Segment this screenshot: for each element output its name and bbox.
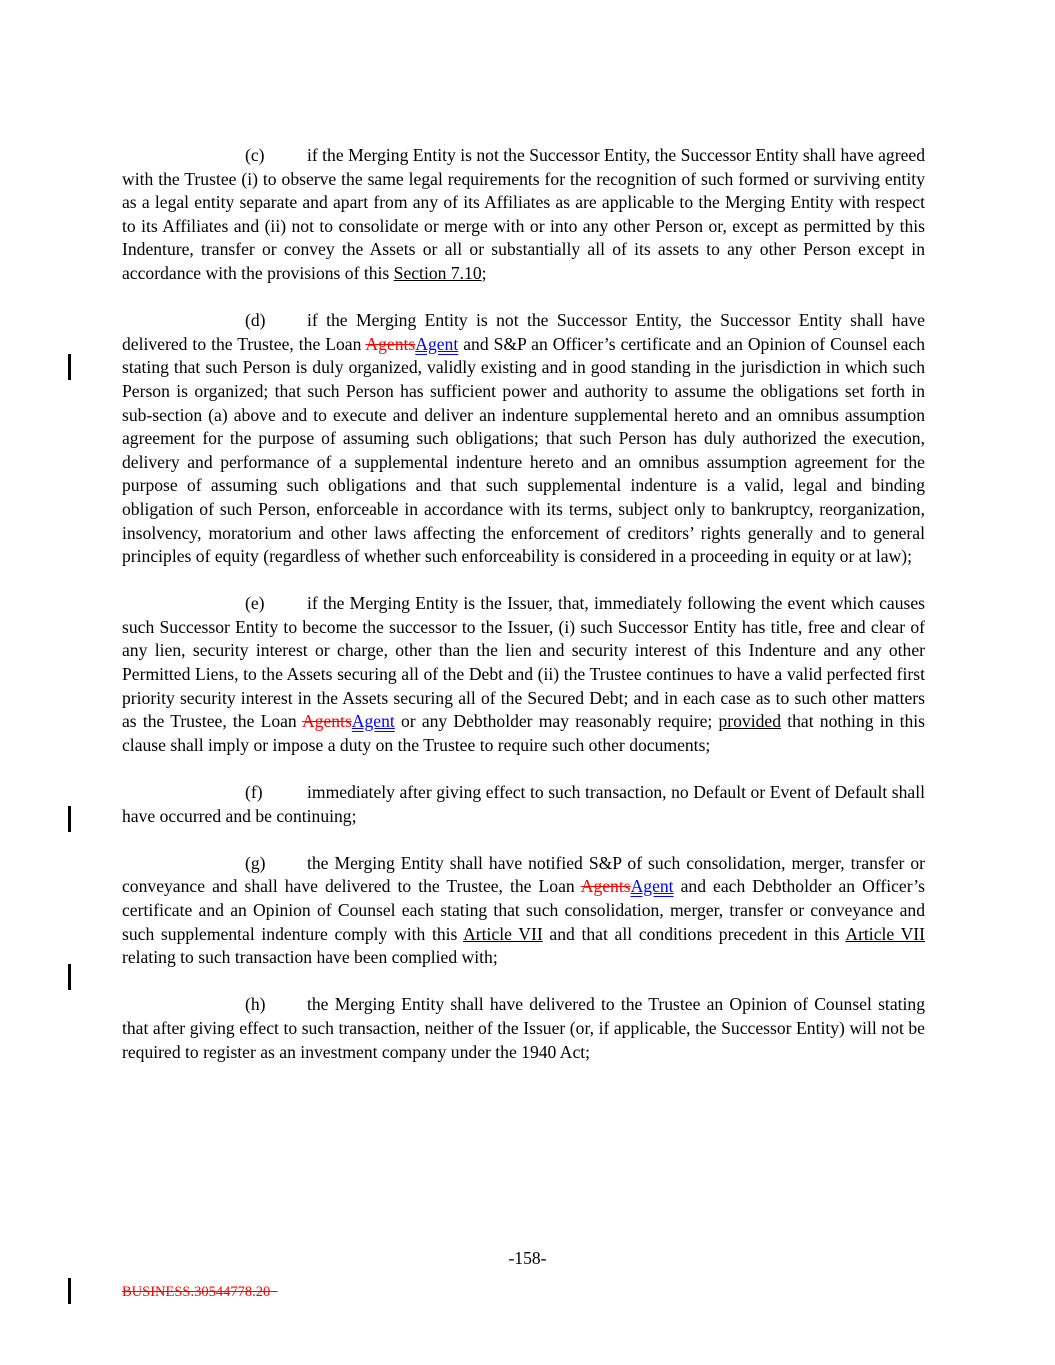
text-run: and each Debtholder an Officer’s certificate and an Opinion of Counsel each stating that such consolidation, merger, transfer or conveyance and such supplemental indenture comply with this	[122, 876, 925, 944]
paragraph-label-text: (g)	[245, 852, 266, 873]
page-number: -158-	[508, 1248, 547, 1268]
text-run: and S&P an Officer’s certificate and an Opinion of Counsel each stating that such Person is duly organized, validly existing and in good standing in the jurisdiction in which such Person is organized; that such Person has sufficient power and authority to assume the obligations set forth in sub-section (a) above and to execute and deliver an indenture supplemental hereto and an omnibus assumption agreement for the purpose of assuming such obligations; that such Person has duly authorized the execution, delivery and performance of a supplemental indenture hereto and an omnibus assumption agreement for the purpose of assuming such obligations and that such supplemental indenture is a valid, legal and binding obligation of such Person, enforceable in accordance with its terms, subject only to bankruptcy, reorganization, insolvency, moratorium and other laws affecting the enforcement of creditors’ rights generally and to general principles of equity (regardless of whether such enforceability is considered in a proceeding in equity or at law);	[122, 333, 925, 567]
paragraph-label	[245, 144, 307, 168]
paragraph-f	[122, 781, 925, 828]
article-reference: Article VII	[845, 923, 925, 944]
text-run: immediately after giving effect to such transaction, no Default or Event of Default shall have occurred and be continuing;	[122, 782, 925, 826]
section-reference: Section 7.10	[393, 262, 482, 283]
paragraph-label-text: (h)	[245, 994, 266, 1015]
paragraph-label	[245, 592, 307, 616]
text-run: if the Merging Entity is not the Successor Entity, the Successor Entity shall have agreed with the Trustee (i) to observe the same legal requirements for the recognition of such formed or surviving entity as a legal entity separate and apart from any of its Affiliates as are applicable to the Merging Entity with respect to its Affiliates and (ii) not to consolidate or merge with or into any other Person or, except as permitted by this Indenture, transfer or convey the Assets or all or substantially all of its assets to any other Person except in accordance with the provisions of this	[122, 145, 925, 283]
text-run: that nothing in this clause shall imply or impose a duty on the Trustee to require such other documents;	[122, 711, 926, 755]
paragraph-label-text: (d)	[245, 310, 266, 331]
document-id-deleted: BUSINESS.30544778.20	[122, 1284, 271, 1300]
change-bar	[68, 1278, 71, 1304]
document-body	[122, 144, 925, 1088]
paragraph-h	[122, 993, 925, 1064]
text-run: if the Merging Entity is not the Successor Entity, the Successor Entity shall have delivered to the Trustee, the Loan	[122, 310, 925, 354]
text-run: the Merging Entity shall have notified S&P of such consolidation, merger, transfer or conveyance and shall have delivered to the Trustee, the Loan	[122, 852, 925, 897]
deleted-text: Agents	[301, 711, 352, 732]
text-run: ;	[481, 262, 487, 283]
article-reference: Article VII	[463, 923, 543, 944]
paragraph-label	[245, 993, 307, 1017]
deleted-text: Agents	[365, 333, 416, 354]
text-run: the Merging Entity shall have delivered to the Trustee an Opinion of Counsel stating that after giving effect to such transaction, neither of the Issuer (or, if applicable, the Successor Entity) will not be required to register as an investment company under the 1940 Act;	[122, 994, 925, 1062]
text-run: and that all conditions precedent in this	[542, 923, 846, 944]
paragraph-label	[245, 309, 307, 333]
paragraph-g	[122, 852, 925, 970]
text-run: or any Debtholder may reasonably require;	[394, 711, 719, 732]
paragraph-label-text: (f)	[245, 782, 263, 803]
emphasized-term: provided	[718, 711, 782, 732]
paragraph-label	[245, 852, 307, 876]
paragraph-d	[122, 309, 925, 569]
deleted-text: Agents	[580, 876, 631, 897]
change-bar	[68, 806, 71, 832]
paragraph-label-text: (e)	[245, 593, 265, 614]
change-bar	[68, 354, 71, 380]
paragraph-e	[122, 592, 925, 757]
paragraph-c	[122, 144, 925, 286]
inserted-text: Agent	[630, 876, 674, 897]
paragraph-label-text: (c)	[245, 145, 265, 165]
inserted-text: Agent	[351, 711, 395, 732]
text-run: if the Merging Entity is the Issuer, that, immediately following the event which causes such Successor Entity to become the successor to the Issuer, (i) such Successor Entity has title, free and clear of any lien, security interest or charge, other than the lien and security interest of this Indenture and any other Permitted Liens, to the Assets securing all of the Debt and (ii) the Trustee continues to have a valid perfected first priority security interest in the Assets securing all of the Secured Debt; and in each case as to such other matters as the Trustee, the Loan	[122, 593, 925, 732]
change-bar	[68, 964, 71, 990]
paragraph-label	[245, 781, 307, 805]
text-run: relating to such transaction have been complied with;	[122, 947, 498, 968]
inserted-text: Agent	[415, 333, 459, 354]
